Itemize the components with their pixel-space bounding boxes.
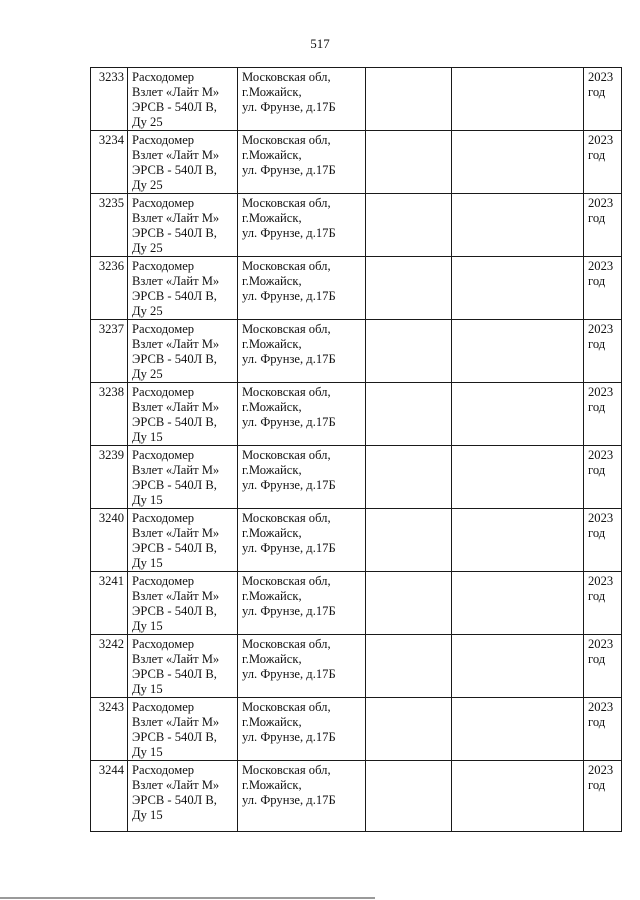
empty-cell bbox=[452, 320, 584, 383]
year-cell bbox=[584, 194, 622, 257]
device-name-line: Ду 15 bbox=[132, 808, 163, 822]
empty-cell bbox=[452, 383, 584, 446]
address-line: ул. Фрунзе, д.17Б bbox=[242, 100, 336, 114]
year-line: 2023 bbox=[588, 259, 614, 273]
device-name-line: Взлет «Лайт М» bbox=[132, 211, 220, 225]
device-name-line: Расходомер bbox=[132, 322, 195, 336]
year-line: год bbox=[588, 148, 606, 162]
device-name-line: Ду 25 bbox=[132, 241, 163, 255]
address-line: Московская обл, bbox=[242, 574, 331, 588]
address-line: г.Можайск, bbox=[242, 148, 302, 162]
address-line: г.Можайск, bbox=[242, 463, 302, 477]
year-cell bbox=[584, 68, 622, 131]
device-name-cell bbox=[128, 761, 238, 832]
address-line: Московская обл, bbox=[242, 322, 331, 336]
year-line: год bbox=[588, 589, 606, 603]
address-line: ул. Фрунзе, д.17Б bbox=[242, 604, 336, 618]
empty-cell bbox=[452, 446, 584, 509]
empty-cell bbox=[452, 761, 584, 832]
device-name-line: Ду 15 bbox=[132, 682, 163, 696]
device-name-line: Взлет «Лайт М» bbox=[132, 652, 220, 666]
year-line: год bbox=[588, 274, 606, 288]
empty-cell bbox=[366, 131, 452, 194]
address-line: ул. Фрунзе, д.17Б bbox=[242, 352, 336, 366]
address-cell bbox=[238, 761, 366, 832]
year-cell bbox=[584, 509, 622, 572]
address-line: Московская обл, bbox=[242, 70, 331, 84]
device-name-line: Расходомер bbox=[132, 385, 195, 399]
table-row bbox=[91, 257, 622, 320]
device-name-line: Взлет «Лайт М» bbox=[132, 589, 220, 603]
device-name-line: Ду 25 bbox=[132, 178, 163, 192]
row-number-cell: 3239 bbox=[91, 446, 128, 509]
address-cell bbox=[238, 194, 366, 257]
address-line: ул. Фрунзе, д.17Б bbox=[242, 415, 336, 429]
year-line: год bbox=[588, 463, 606, 477]
address-line: Московская обл, bbox=[242, 133, 331, 147]
address-line: г.Можайск, bbox=[242, 589, 302, 603]
empty-cell bbox=[366, 320, 452, 383]
year-line: 2023 bbox=[588, 322, 614, 336]
table-row bbox=[91, 761, 622, 832]
address-line: ул. Фрунзе, д.17Б bbox=[242, 478, 336, 492]
empty-cell bbox=[452, 257, 584, 320]
device-name-line: Взлет «Лайт М» bbox=[132, 274, 220, 288]
device-name-line: Взлет «Лайт М» bbox=[132, 526, 220, 540]
device-name-line: Взлет «Лайт М» bbox=[132, 463, 220, 477]
address-line: ул. Фрунзе, д.17Б bbox=[242, 667, 336, 681]
year-line: 2023 bbox=[588, 763, 614, 777]
year-line: год bbox=[588, 526, 606, 540]
year-cell bbox=[584, 383, 622, 446]
year-line: 2023 bbox=[588, 574, 614, 588]
year-line: 2023 bbox=[588, 196, 614, 210]
empty-cell bbox=[366, 68, 452, 131]
device-name-line: ЭРСВ - 540Л В, bbox=[132, 163, 217, 177]
address-line: ул. Фрунзе, д.17Б bbox=[242, 541, 336, 555]
address-cell bbox=[238, 509, 366, 572]
address-line: ул. Фрунзе, д.17Б bbox=[242, 226, 336, 240]
address-line: г.Можайск, bbox=[242, 652, 302, 666]
table-row bbox=[91, 698, 622, 761]
year-cell bbox=[584, 572, 622, 635]
table-row bbox=[91, 320, 622, 383]
year-line: 2023 bbox=[588, 637, 614, 651]
empty-cell bbox=[452, 194, 584, 257]
device-name-line: Расходомер bbox=[132, 574, 195, 588]
device-name-line: Ду 25 bbox=[132, 115, 163, 129]
row-number-cell: 3243 bbox=[91, 698, 128, 761]
table-row bbox=[91, 194, 622, 257]
row-number-cell: 3236 bbox=[91, 257, 128, 320]
device-name-line: Расходомер bbox=[132, 70, 195, 84]
device-name-cell bbox=[128, 131, 238, 194]
row-number-cell: 3242 bbox=[91, 635, 128, 698]
row-number-cell: 3244 bbox=[91, 761, 128, 832]
device-name-line: ЭРСВ - 540Л В, bbox=[132, 100, 217, 114]
address-line: Московская обл, bbox=[242, 511, 331, 525]
empty-cell bbox=[366, 383, 452, 446]
device-name-line: ЭРСВ - 540Л В, bbox=[132, 478, 217, 492]
address-line: Московская обл, bbox=[242, 448, 331, 462]
address-cell bbox=[238, 131, 366, 194]
address-line: ул. Фрунзе, д.17Б bbox=[242, 289, 336, 303]
year-cell bbox=[584, 257, 622, 320]
device-name-line: Расходомер bbox=[132, 133, 195, 147]
year-line: год bbox=[588, 85, 606, 99]
device-name-cell bbox=[128, 194, 238, 257]
address-line: Московская обл, bbox=[242, 763, 331, 777]
year-cell bbox=[584, 635, 622, 698]
device-name-line: Расходомер bbox=[132, 700, 195, 714]
year-line: год bbox=[588, 211, 606, 225]
row-number-cell: 3237 bbox=[91, 320, 128, 383]
row-number-cell: 3235 bbox=[91, 194, 128, 257]
row-number-cell: 3233 bbox=[91, 68, 128, 131]
empty-cell bbox=[366, 761, 452, 832]
device-name-line: ЭРСВ - 540Л В, bbox=[132, 730, 217, 744]
year-line: год bbox=[588, 652, 606, 666]
address-cell bbox=[238, 320, 366, 383]
empty-cell bbox=[452, 131, 584, 194]
empty-cell bbox=[452, 572, 584, 635]
device-name-cell bbox=[128, 257, 238, 320]
device-name-line: Ду 15 bbox=[132, 430, 163, 444]
address-line: Московская обл, bbox=[242, 196, 331, 210]
empty-cell bbox=[366, 698, 452, 761]
year-line: 2023 bbox=[588, 133, 614, 147]
address-line: Московская обл, bbox=[242, 259, 331, 273]
device-name-line: Взлет «Лайт М» bbox=[132, 337, 220, 351]
row-number-cell: 3234 bbox=[91, 131, 128, 194]
table-body bbox=[91, 68, 622, 832]
address-line: Московская обл, bbox=[242, 700, 331, 714]
table-row bbox=[91, 572, 622, 635]
device-name-cell bbox=[128, 68, 238, 131]
empty-cell bbox=[366, 194, 452, 257]
address-line: г.Можайск, bbox=[242, 211, 302, 225]
empty-cell bbox=[366, 509, 452, 572]
device-name-line: Расходомер bbox=[132, 763, 195, 777]
device-name-line: Расходомер bbox=[132, 448, 195, 462]
year-cell bbox=[584, 446, 622, 509]
device-name-line: Ду 15 bbox=[132, 745, 163, 759]
year-line: 2023 bbox=[588, 511, 614, 525]
device-name-line: ЭРСВ - 540Л В, bbox=[132, 541, 217, 555]
address-cell bbox=[238, 383, 366, 446]
device-name-line: Расходомер bbox=[132, 637, 195, 651]
device-name-cell bbox=[128, 509, 238, 572]
device-name-line: Взлет «Лайт М» bbox=[132, 400, 220, 414]
page-number: 517 bbox=[310, 36, 330, 51]
year-line: год bbox=[588, 715, 606, 729]
device-name-line: Взлет «Лайт М» bbox=[132, 715, 220, 729]
address-cell bbox=[238, 68, 366, 131]
year-line: 2023 bbox=[588, 70, 614, 84]
address-line: г.Можайск, bbox=[242, 85, 302, 99]
device-name-line: ЭРСВ - 540Л В, bbox=[132, 415, 217, 429]
device-name-line: Расходомер bbox=[132, 511, 195, 525]
year-line: год bbox=[588, 778, 606, 792]
address-line: Московская обл, bbox=[242, 385, 331, 399]
device-name-line: ЭРСВ - 540Л В, bbox=[132, 352, 217, 366]
device-name-line: ЭРСВ - 540Л В, bbox=[132, 667, 217, 681]
table-row bbox=[91, 383, 622, 446]
equipment-table bbox=[90, 67, 622, 832]
year-line: год bbox=[588, 337, 606, 351]
address-cell bbox=[238, 572, 366, 635]
address-line: г.Можайск, bbox=[242, 337, 302, 351]
empty-cell bbox=[366, 572, 452, 635]
device-name-line: Взлет «Лайт М» bbox=[132, 778, 220, 792]
year-line: год bbox=[588, 400, 606, 414]
address-line: Московская обл, bbox=[242, 637, 331, 651]
device-name-cell bbox=[128, 635, 238, 698]
table-row bbox=[91, 509, 622, 572]
address-line: г.Можайск, bbox=[242, 400, 302, 414]
row-number-cell: 3240 bbox=[91, 509, 128, 572]
device-name-line: ЭРСВ - 540Л В, bbox=[132, 226, 217, 240]
table-row bbox=[91, 446, 622, 509]
empty-cell bbox=[366, 635, 452, 698]
device-name-line: ЭРСВ - 540Л В, bbox=[132, 289, 217, 303]
device-name-line: ЭРСВ - 540Л В, bbox=[132, 604, 217, 618]
address-line: г.Можайск, bbox=[242, 778, 302, 792]
device-name-line: Взлет «Лайт М» bbox=[132, 85, 220, 99]
device-name-cell bbox=[128, 698, 238, 761]
address-line: ул. Фрунзе, д.17Б bbox=[242, 793, 336, 807]
device-name-line: Ду 25 bbox=[132, 304, 163, 318]
year-cell bbox=[584, 698, 622, 761]
device-name-cell bbox=[128, 446, 238, 509]
address-line: г.Можайск, bbox=[242, 274, 302, 288]
table-row bbox=[91, 68, 622, 131]
device-name-line: Взлет «Лайт М» bbox=[132, 148, 220, 162]
year-cell bbox=[584, 131, 622, 194]
device-name-cell bbox=[128, 572, 238, 635]
address-cell bbox=[238, 698, 366, 761]
device-name-line: Расходомер bbox=[132, 196, 195, 210]
scan-edge-line bbox=[0, 897, 375, 899]
address-cell bbox=[238, 635, 366, 698]
address-line: г.Можайск, bbox=[242, 715, 302, 729]
device-name-line: Ду 15 bbox=[132, 556, 163, 570]
address-line: ул. Фрунзе, д.17Б bbox=[242, 730, 336, 744]
row-number-cell: 3241 bbox=[91, 572, 128, 635]
address-line: ул. Фрунзе, д.17Б bbox=[242, 163, 336, 177]
table-row bbox=[91, 131, 622, 194]
year-cell bbox=[584, 320, 622, 383]
device-name-line: Расходомер bbox=[132, 259, 195, 273]
table-row bbox=[91, 635, 622, 698]
year-line: 2023 bbox=[588, 448, 614, 462]
device-name-line: Ду 15 bbox=[132, 619, 163, 633]
row-number-cell: 3238 bbox=[91, 383, 128, 446]
empty-cell bbox=[452, 635, 584, 698]
device-name-line: Ду 25 bbox=[132, 367, 163, 381]
year-line: 2023 bbox=[588, 385, 614, 399]
year-line: 2023 bbox=[588, 700, 614, 714]
empty-cell bbox=[452, 68, 584, 131]
address-cell bbox=[238, 257, 366, 320]
empty-cell bbox=[452, 698, 584, 761]
empty-cell bbox=[366, 257, 452, 320]
empty-cell bbox=[452, 509, 584, 572]
device-name-line: Ду 15 bbox=[132, 493, 163, 507]
device-name-cell bbox=[128, 383, 238, 446]
device-name-cell bbox=[128, 320, 238, 383]
empty-cell bbox=[366, 446, 452, 509]
device-name-line: ЭРСВ - 540Л В, bbox=[132, 793, 217, 807]
address-line: г.Можайск, bbox=[242, 526, 302, 540]
year-cell bbox=[584, 761, 622, 832]
address-cell bbox=[238, 446, 366, 509]
